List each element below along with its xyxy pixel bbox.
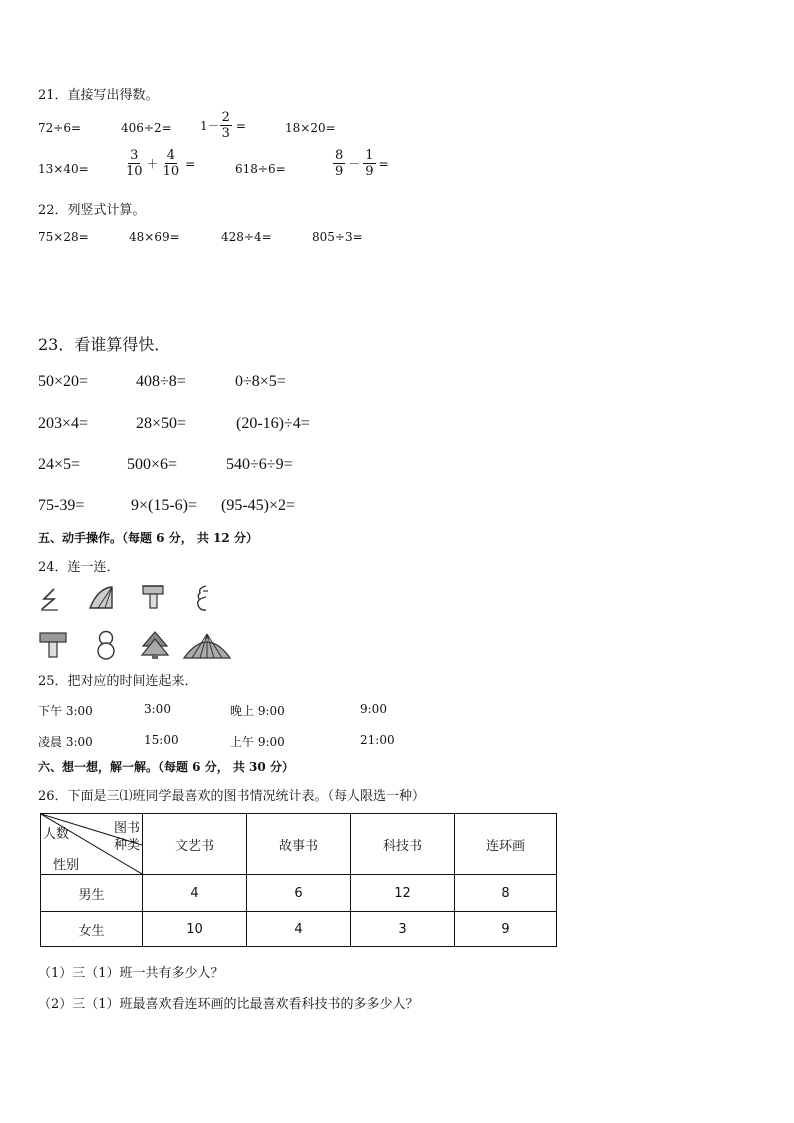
q25-time[interactable]: 晚上 9:00 bbox=[230, 704, 285, 718]
q21-c-prefix: 1－ bbox=[200, 119, 220, 133]
q22-item: 48×69= bbox=[129, 230, 180, 244]
table-cell: 9 bbox=[455, 912, 557, 947]
header-gender-label: 性别 bbox=[53, 858, 80, 873]
minus-sign: － bbox=[348, 157, 361, 171]
q22-title: 22．列竖式计算。 bbox=[38, 203, 146, 218]
q21-expr-b: 406÷2= bbox=[121, 121, 172, 135]
q23-expr: 9×(15-6)= bbox=[131, 497, 198, 514]
q25-time[interactable]: 3:00 bbox=[144, 702, 171, 716]
q25-time[interactable]: 下午 3:00 bbox=[38, 704, 93, 718]
q22-item: 75×28= bbox=[38, 230, 89, 244]
book-statistics-table bbox=[40, 813, 557, 947]
table-cell: 3 bbox=[351, 912, 455, 947]
q21-expr-f bbox=[124, 148, 195, 179]
row-label: 女生 bbox=[41, 912, 143, 947]
q23-expr: 500×6= bbox=[127, 456, 178, 473]
q26-sub-question-1: （1）三（1）班一共有多少人？ bbox=[38, 966, 224, 981]
partial-mushroom-icon[interactable] bbox=[140, 583, 166, 611]
snowman-icon[interactable] bbox=[95, 629, 117, 661]
section-five-title: 五、动手操作。（每题 6 分， 共 12 分） bbox=[38, 531, 258, 545]
q23-expr: 28×50= bbox=[136, 415, 187, 432]
fraction: $\frac{3}{10}$ bbox=[126, 148, 143, 179]
q21-expr-c bbox=[200, 110, 246, 141]
column-header: 文艺书 bbox=[143, 814, 247, 875]
fraction: $\frac{1}{9}$ bbox=[365, 148, 374, 179]
fraction: $\frac{4}{10}$ bbox=[162, 148, 180, 179]
q21-expr-a: 72÷6= bbox=[38, 121, 82, 135]
table-cell: 12 bbox=[351, 875, 455, 912]
header-type-label: 种类 bbox=[113, 838, 140, 853]
row-label: 男生 bbox=[41, 875, 143, 912]
fraction: $\frac{2}{3}$ bbox=[221, 110, 230, 141]
pine-tree-icon[interactable] bbox=[140, 630, 170, 660]
table-row bbox=[41, 875, 557, 912]
q23-expr: 24×5= bbox=[38, 456, 81, 473]
q23-title: 23．看谁算得快． bbox=[38, 335, 171, 354]
q23-expr: (95-45)×2= bbox=[221, 497, 296, 514]
table-header-row bbox=[41, 814, 557, 875]
fraction: $\frac{8}{9}$ bbox=[335, 148, 344, 179]
equals-sign: = bbox=[185, 156, 196, 171]
table-cell: 10 bbox=[143, 912, 247, 947]
q25-time[interactable]: 9:00 bbox=[360, 702, 387, 716]
table-cell: 6 bbox=[247, 875, 351, 912]
column-header: 科技书 bbox=[351, 814, 455, 875]
equals-sign: = bbox=[378, 156, 389, 171]
q26-sub-question-2: （2）三（1）班最喜欢看连环画的比最喜欢看科技书的多多少人？ bbox=[38, 997, 419, 1012]
diagonal-header-cell bbox=[41, 814, 143, 875]
q21-expr-h bbox=[333, 148, 389, 179]
section-six-title: 六、想一想，解一解。（每题 6 分， 共 30 分） bbox=[38, 760, 294, 774]
partial-snowman-icon[interactable] bbox=[194, 583, 212, 613]
q25-time[interactable]: 15:00 bbox=[144, 733, 179, 747]
q22-item: 428÷4= bbox=[221, 230, 272, 244]
q26-title: 26．下面是三⑴班同学最喜欢的图书情况统计表。（每人限选一种） bbox=[38, 789, 426, 804]
q25-time[interactable]: 上午 9:00 bbox=[230, 735, 285, 749]
table-cell: 8 bbox=[455, 875, 557, 912]
q25-time[interactable]: 凌晨 3:00 bbox=[38, 735, 93, 749]
q23-expr: 203×4= bbox=[38, 415, 89, 432]
q25-title: 25．把对应的时间连起来． bbox=[38, 674, 198, 689]
q23-expr: 0÷8×5= bbox=[235, 373, 286, 390]
header-people-label: 人数 bbox=[43, 827, 70, 842]
q23-expr: 50×20= bbox=[38, 373, 89, 390]
mushroom-icon[interactable] bbox=[38, 630, 68, 660]
column-header: 故事书 bbox=[247, 814, 351, 875]
q23-expr: 75-39= bbox=[38, 497, 85, 514]
q23-expr: 540÷6÷9= bbox=[226, 456, 293, 473]
partial-umbrella-icon[interactable] bbox=[86, 584, 116, 610]
table-cell: 4 bbox=[143, 875, 247, 912]
q21-expr-e: 13×40= bbox=[38, 162, 89, 176]
umbrella-icon[interactable] bbox=[182, 632, 232, 660]
q24-title: 24．连一连． bbox=[38, 560, 120, 575]
q22-item: 805÷3= bbox=[312, 230, 363, 244]
q21-title: 21．直接写出得数。 bbox=[38, 88, 159, 103]
table-cell: 4 bbox=[247, 912, 351, 947]
table-row bbox=[41, 912, 557, 947]
q21-c-suffix: = bbox=[235, 118, 246, 133]
q21-expr-g: 618÷6= bbox=[235, 162, 286, 176]
q21-expr-d: 18×20= bbox=[285, 121, 336, 135]
q23-expr: (20-16)÷4= bbox=[236, 415, 310, 432]
q23-expr: 408÷8= bbox=[136, 373, 186, 390]
partial-zigzag-icon[interactable] bbox=[38, 586, 62, 612]
header-books-label: 图书 bbox=[113, 821, 140, 836]
column-header: 连环画 bbox=[455, 814, 557, 875]
q25-time[interactable]: 21:00 bbox=[360, 733, 395, 747]
plus-sign: ＋ bbox=[146, 157, 159, 171]
